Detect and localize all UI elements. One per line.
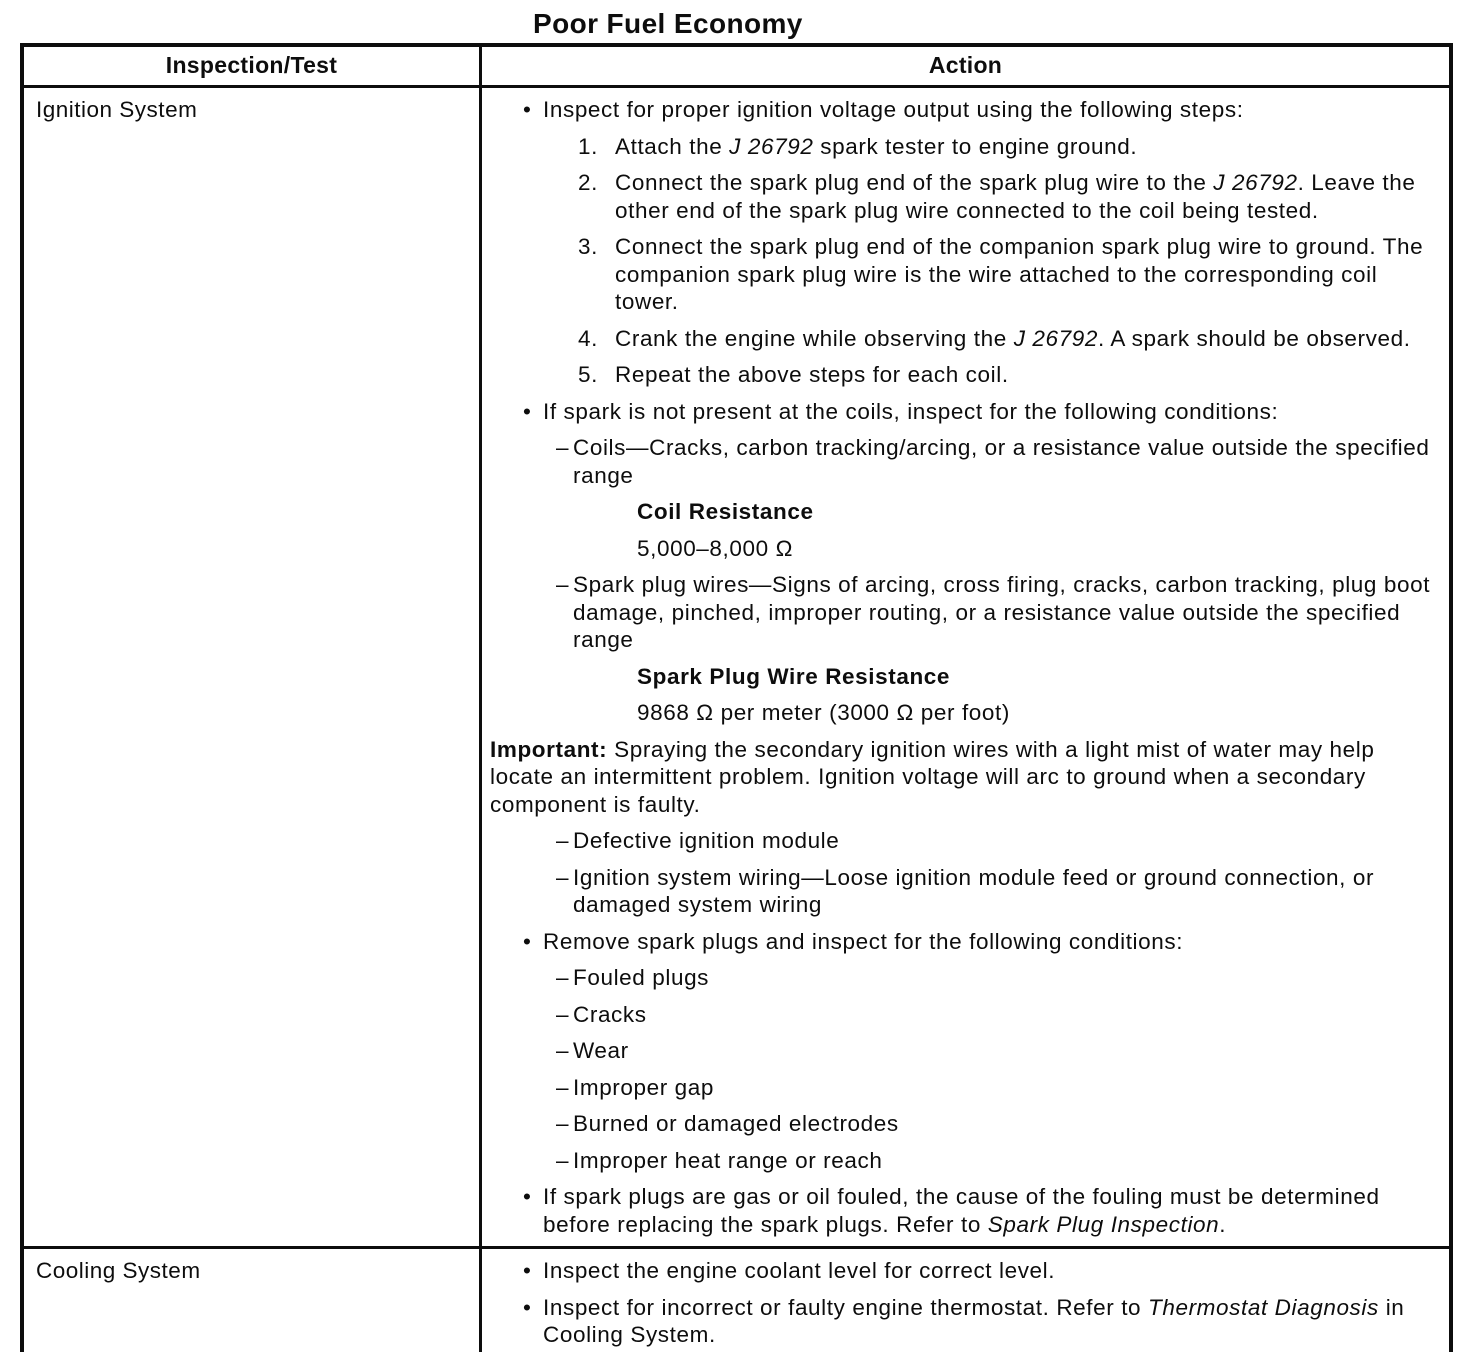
text-segment: Coils—Cracks, carbon tracking/arcing, or a resistance value outside the specified range bbox=[573, 435, 1430, 488]
text-segment: Remove spark plugs and inspect for the following conditions: bbox=[543, 928, 1184, 954]
item-text bbox=[573, 827, 1441, 855]
item-text bbox=[573, 434, 1441, 489]
text-segment: Connect the spark plug end of the spark plug wire to the bbox=[615, 170, 1214, 195]
text-segment: If spark plugs are gas or oil fouled, the cause of the fouling must be determined before replacing the spark plugs. Refer to bbox=[543, 1184, 1380, 1237]
item-text bbox=[543, 96, 1441, 124]
text-segment: If spark is not present at the coils, inspect for the following conditions: bbox=[543, 398, 1279, 424]
text-segment: Spark Plug Wire Resistance bbox=[637, 663, 951, 689]
dash-marker: – bbox=[556, 435, 570, 460]
action-item-bullet bbox=[490, 398, 1441, 426]
bullet-marker: • bbox=[523, 97, 532, 122]
header-row bbox=[22, 45, 1451, 87]
item-text bbox=[573, 1147, 1441, 1175]
action-item-spec-value bbox=[490, 535, 1441, 563]
text-segment: Inspect for incorrect or faulty engine thermostat. Refer to bbox=[543, 1294, 1149, 1320]
action-item-dash bbox=[490, 964, 1441, 992]
action-item-spec-heading bbox=[490, 498, 1441, 526]
item-text bbox=[543, 928, 1441, 956]
bullet-marker: • bbox=[523, 928, 532, 954]
text-segment: Improper heat range or reach bbox=[573, 1147, 883, 1173]
text-segment: Cracks bbox=[573, 1001, 647, 1027]
dash-marker: – bbox=[556, 1038, 570, 1063]
text-segment: Repeat the above steps for each coil. bbox=[615, 362, 1009, 387]
text-segment: Attach the bbox=[615, 133, 730, 159]
action-item-bullet bbox=[490, 928, 1441, 956]
reference-text: J 26792 bbox=[1213, 170, 1298, 195]
item-text bbox=[637, 663, 1441, 691]
text-segment: Improper gap bbox=[573, 1074, 715, 1100]
text-segment: Spark plug wires—Signs of arcing, cross firing, cracks, carbon tracking, plug boot damage, pinched, improper routing, or a resistance value outside the specified range bbox=[573, 572, 1431, 652]
item-text bbox=[573, 1037, 1441, 1065]
item-text bbox=[573, 571, 1441, 654]
action-cell bbox=[481, 87, 1452, 1248]
item-text bbox=[573, 1110, 1441, 1138]
item-text bbox=[573, 864, 1441, 919]
text-segment: Coil Resistance bbox=[637, 499, 814, 524]
action-item-dash bbox=[490, 1074, 1441, 1102]
text-segment: Burned or damaged electrodes bbox=[573, 1111, 899, 1136]
text-segment: spark tester to engine ground. bbox=[813, 133, 1138, 159]
item-text bbox=[637, 498, 1441, 526]
item-text bbox=[573, 964, 1441, 992]
reference-text: J 26792 bbox=[1013, 325, 1098, 351]
action-item-bullet bbox=[490, 1183, 1441, 1238]
text-segment: Inspect the engine coolant level for correct level. bbox=[543, 1258, 1056, 1283]
dash-marker: – bbox=[556, 1074, 570, 1100]
dash-marker: – bbox=[556, 828, 570, 853]
text-segment: . Leave the other end of the spark plug wire connected to the coil being tested. bbox=[615, 170, 1416, 223]
number-marker: 4. bbox=[578, 325, 598, 351]
header-action: Action bbox=[481, 45, 1452, 87]
action-item-dash bbox=[490, 1001, 1441, 1029]
action-item-dash bbox=[490, 1147, 1441, 1175]
table-row bbox=[22, 1248, 1451, 1352]
action-item-bullet bbox=[490, 1257, 1441, 1285]
reference-text: J 26792 bbox=[729, 133, 814, 159]
action-item-spec-value bbox=[490, 699, 1441, 727]
item-text bbox=[615, 133, 1441, 161]
dash-marker: – bbox=[556, 1001, 570, 1027]
action-item-bullet bbox=[490, 96, 1441, 124]
action-item-paragraph bbox=[490, 736, 1441, 819]
dash-marker: – bbox=[556, 1147, 570, 1173]
action-item-dash bbox=[490, 827, 1441, 855]
text-segment: . A spark should be observed. bbox=[1097, 325, 1411, 351]
action-item-dash bbox=[490, 434, 1441, 489]
reference-text: Spark Plug Inspection bbox=[987, 1211, 1220, 1237]
item-text bbox=[615, 361, 1441, 389]
reference-text: Thermostat Diagnosis bbox=[1148, 1294, 1379, 1320]
page-title: Poor Fuel Economy bbox=[533, 8, 803, 39]
action-item-dash bbox=[490, 1037, 1441, 1065]
item-text bbox=[490, 736, 1441, 819]
number-marker: 3. bbox=[578, 234, 598, 259]
number-marker: 5. bbox=[578, 362, 598, 387]
inspection-cell: Cooling System bbox=[22, 1248, 481, 1352]
bullet-marker: • bbox=[523, 1258, 532, 1283]
action-item-numbered bbox=[490, 233, 1441, 316]
action-item-numbered bbox=[490, 325, 1441, 353]
text-segment: Inspect for proper ignition voltage output using the following steps: bbox=[543, 97, 1244, 122]
dash-marker: – bbox=[556, 572, 570, 597]
table-body bbox=[22, 87, 1451, 1352]
action-cell bbox=[481, 1248, 1452, 1352]
diagnostic-table bbox=[20, 43, 1453, 1352]
text-segment: Crank the engine while observing the bbox=[615, 325, 1014, 351]
inspection-cell: Ignition System bbox=[22, 87, 481, 1248]
item-text bbox=[573, 1001, 1441, 1029]
text-segment: Wear bbox=[573, 1038, 629, 1063]
item-text bbox=[637, 535, 1441, 563]
item-text bbox=[573, 1074, 1441, 1102]
dash-marker: – bbox=[556, 965, 570, 990]
item-text bbox=[615, 233, 1441, 316]
text-segment: in Cooling System. bbox=[543, 1294, 1405, 1347]
bullet-marker: • bbox=[523, 398, 532, 424]
text-segment: 5,000–8,000 Ω bbox=[637, 535, 793, 561]
dash-marker: – bbox=[556, 1111, 570, 1136]
emphasis-text: Important: bbox=[490, 736, 608, 762]
item-text bbox=[637, 699, 1441, 727]
text-segment: . bbox=[1219, 1211, 1227, 1237]
item-text bbox=[615, 169, 1441, 224]
dash-marker: – bbox=[556, 864, 570, 890]
action-item-dash bbox=[490, 1110, 1441, 1138]
text-segment: Ignition system wiring—Loose ignition module feed or ground connection, or damaged system wiring bbox=[573, 864, 1375, 917]
item-text bbox=[543, 1294, 1441, 1349]
action-item-spec-heading bbox=[490, 663, 1441, 691]
item-text bbox=[615, 325, 1441, 353]
text-segment: Defective ignition module bbox=[573, 828, 840, 853]
action-item-dash bbox=[490, 571, 1441, 654]
bullet-marker: • bbox=[523, 1294, 532, 1320]
table-header bbox=[22, 45, 1451, 87]
action-item-bullet bbox=[490, 1294, 1441, 1349]
item-text bbox=[543, 1257, 1441, 1285]
action-item-numbered bbox=[490, 133, 1441, 161]
number-marker: 2. bbox=[578, 170, 598, 195]
item-text bbox=[543, 1183, 1441, 1238]
table-row bbox=[22, 87, 1451, 1248]
number-marker: 1. bbox=[578, 133, 598, 159]
action-item-numbered bbox=[490, 169, 1441, 224]
header-inspection-test: Inspection/Test bbox=[22, 45, 481, 87]
text-segment: Fouled plugs bbox=[573, 965, 710, 990]
action-item-numbered bbox=[490, 361, 1441, 389]
action-item-dash bbox=[490, 864, 1441, 919]
text-segment: 9868 Ω per meter (3000 Ω per foot) bbox=[637, 700, 1010, 725]
text-segment: Spraying the secondary ignition wires with a light mist of water may help locate an intermittent problem. Ignition voltage will arc to ground when a secondary component is faulty. bbox=[490, 736, 1375, 817]
bullet-marker: • bbox=[523, 1184, 532, 1209]
text-segment: Connect the spark plug end of the companion spark plug wire to ground. The companion spark plug wire is the wire attached to the corresponding coil tower. bbox=[615, 234, 1424, 314]
item-text bbox=[543, 398, 1441, 426]
